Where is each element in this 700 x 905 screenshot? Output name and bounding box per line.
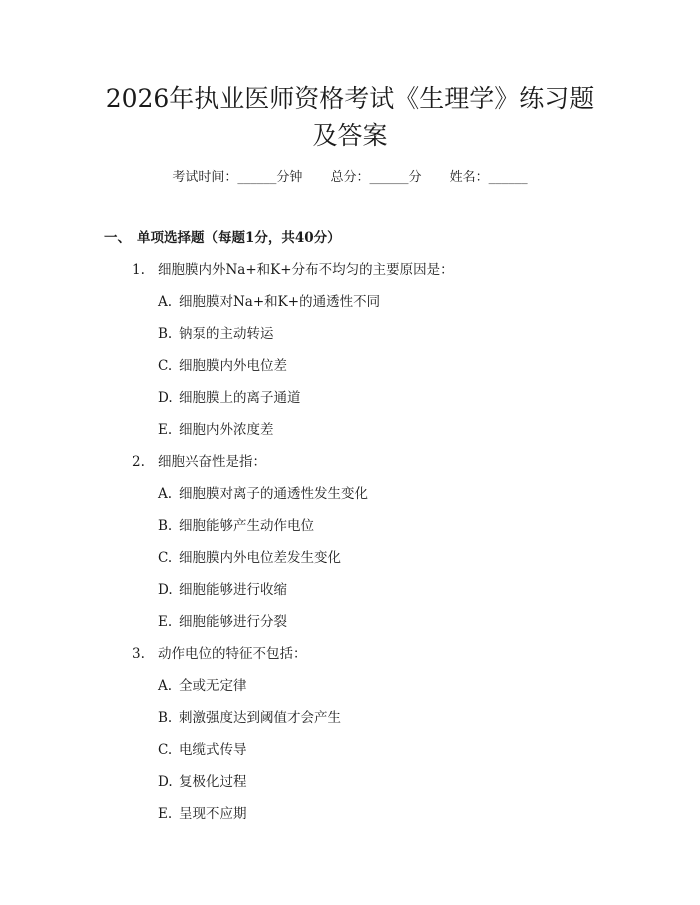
option-text: 细胞膜内外电位差发生变化 bbox=[179, 550, 341, 566]
question-2-option-a bbox=[158, 484, 368, 504]
option-text: 细胞内外浓度差 bbox=[179, 422, 274, 438]
option-letter: D. bbox=[158, 390, 173, 406]
question-number: 2. bbox=[132, 454, 145, 470]
option-text: 复极化过程 bbox=[179, 774, 247, 790]
option-letter: A. bbox=[158, 294, 173, 310]
exam-time-field: 考试时间：______分钟 bbox=[172, 170, 303, 185]
question-1 bbox=[132, 260, 454, 280]
question-3-option-d bbox=[158, 772, 247, 792]
section-title: 单项选择题（每题1分，共40分） bbox=[137, 230, 341, 246]
option-letter: E. bbox=[158, 422, 173, 438]
option-text: 细胞能够进行分裂 bbox=[179, 614, 287, 630]
option-text: 钠泵的主动转运 bbox=[179, 326, 274, 342]
exam-title-continued: 及答案 bbox=[312, 121, 388, 150]
question-text: 细胞膜内外Na+和K+分布不均匀的主要原因是： bbox=[158, 262, 454, 278]
question-2 bbox=[132, 452, 266, 472]
question-number: 1. bbox=[132, 262, 145, 278]
question-3-option-b bbox=[158, 708, 341, 728]
option-text: 呈现不应期 bbox=[179, 806, 247, 822]
option-letter: A. bbox=[158, 678, 173, 694]
section-number: 一、 bbox=[104, 230, 131, 246]
question-2-option-d bbox=[158, 580, 287, 600]
name-field: 姓名：______ bbox=[449, 170, 528, 185]
option-text: 细胞膜内外电位差 bbox=[179, 358, 287, 374]
question-3-option-c bbox=[158, 740, 247, 760]
exam-title: 2026年执业医师资格考试《生理学》练习题 bbox=[105, 84, 595, 113]
question-number: 3. bbox=[132, 646, 145, 662]
option-text: 细胞能够进行收缩 bbox=[179, 582, 287, 598]
option-text: 细胞能够产生动作电位 bbox=[179, 518, 314, 534]
option-letter: B. bbox=[158, 326, 173, 342]
option-letter: D. bbox=[158, 582, 173, 598]
option-letter: A. bbox=[158, 486, 173, 502]
option-letter: C. bbox=[158, 550, 173, 566]
exam-meta-line bbox=[0, 168, 700, 188]
option-letter: B. bbox=[158, 518, 173, 534]
question-2-option-b bbox=[158, 516, 314, 536]
question-1-option-c bbox=[158, 356, 287, 376]
question-3-option-e bbox=[158, 804, 247, 824]
option-letter: C. bbox=[158, 358, 173, 374]
option-letter: E. bbox=[158, 614, 173, 630]
option-text: 细胞膜对Na+和K+的通透性不同 bbox=[179, 294, 381, 310]
question-3-option-a bbox=[158, 676, 247, 696]
question-text: 动作电位的特征不包括： bbox=[158, 646, 307, 662]
option-text: 细胞膜对离子的通透性发生变化 bbox=[179, 486, 368, 502]
question-3 bbox=[132, 644, 307, 664]
question-1-option-a bbox=[158, 292, 380, 312]
option-text: 电缆式传导 bbox=[179, 742, 247, 758]
question-1-option-d bbox=[158, 388, 301, 408]
question-1-option-e bbox=[158, 420, 274, 440]
question-2-option-e bbox=[158, 612, 287, 632]
option-text: 刺激强度达到阈值才会产生 bbox=[179, 710, 341, 726]
question-2-option-c bbox=[158, 548, 341, 568]
option-letter: D. bbox=[158, 774, 173, 790]
total-score-field: 总分：______分 bbox=[330, 170, 422, 185]
option-letter: C. bbox=[158, 742, 173, 758]
section-heading bbox=[104, 228, 341, 248]
option-letter: B. bbox=[158, 710, 173, 726]
option-text: 细胞膜上的离子通道 bbox=[179, 390, 301, 406]
question-text: 细胞兴奋性是指： bbox=[158, 454, 266, 470]
option-text: 全或无定律 bbox=[179, 678, 247, 694]
question-1-option-b bbox=[158, 324, 274, 344]
option-letter: E. bbox=[158, 806, 173, 822]
